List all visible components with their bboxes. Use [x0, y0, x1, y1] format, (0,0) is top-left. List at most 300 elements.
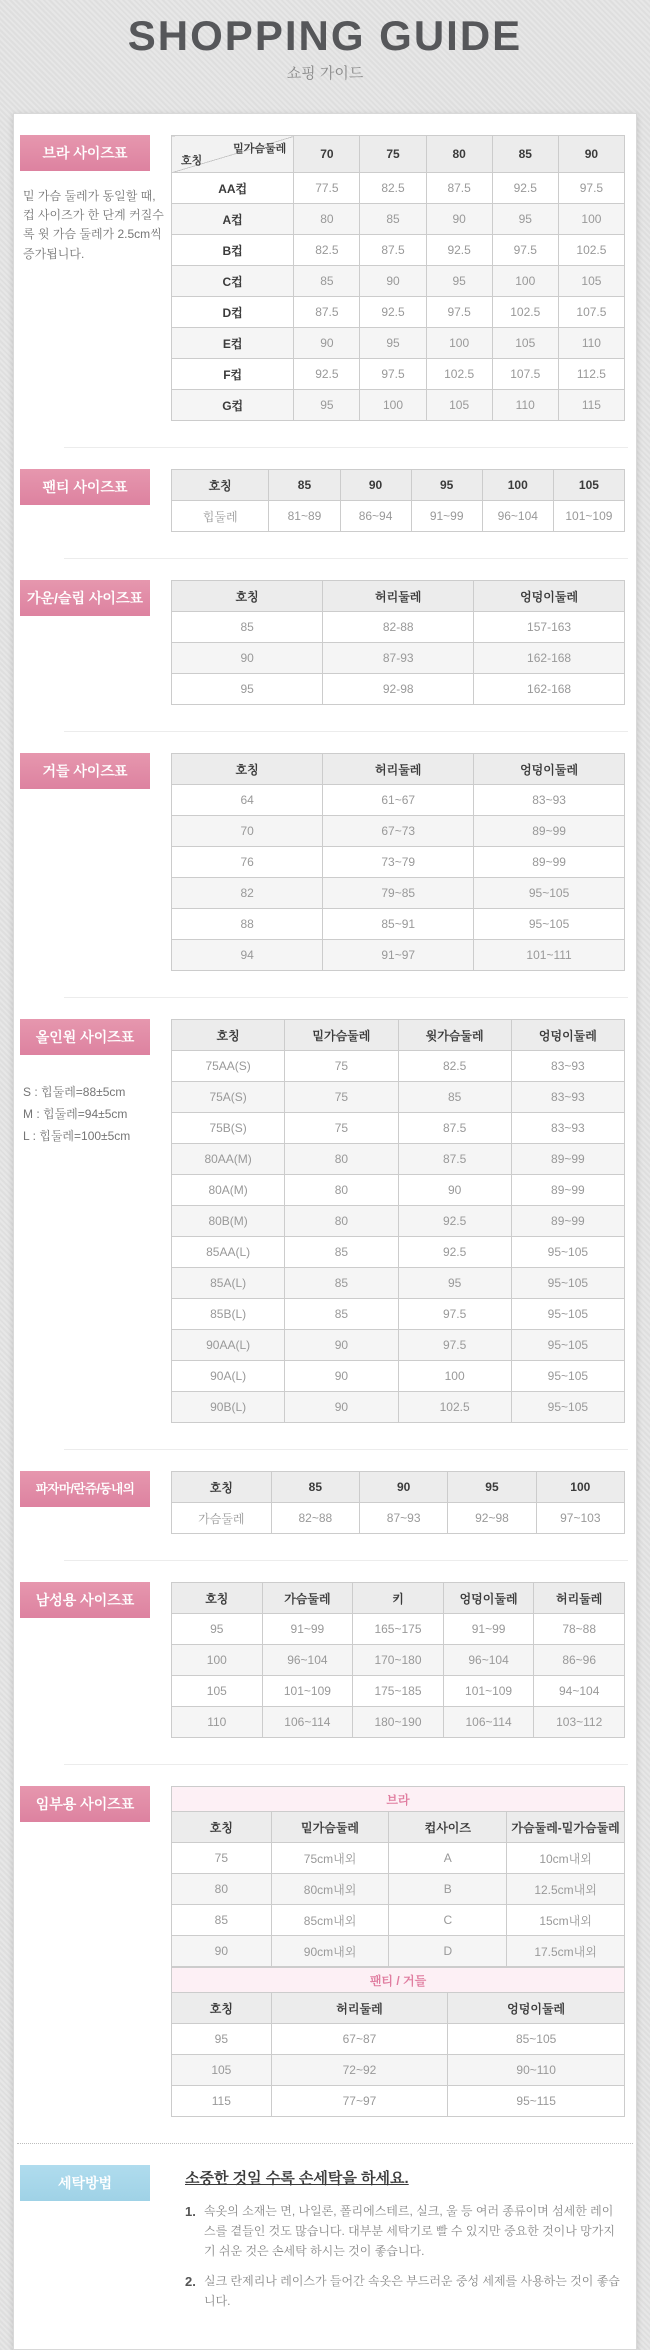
table-header-cell: 90	[359, 1472, 447, 1503]
table-cell: 92.5	[398, 1237, 511, 1268]
table-cell: 85	[285, 1237, 398, 1268]
table-cell: 92.5	[294, 359, 360, 390]
table-cell: 90B(L)	[172, 1392, 285, 1423]
size-table	[171, 1471, 625, 1534]
table-header-cell: 엉덩이둘레	[448, 1993, 625, 2024]
girdle-table-area	[171, 753, 626, 971]
size-table	[171, 1582, 625, 1738]
table-header-cell: 밑가슴둘레	[285, 1020, 398, 1051]
bra-table-area	[171, 135, 626, 421]
table-header-cell: 75	[360, 136, 426, 173]
table-header-cell: 가슴둘레-밑가슴둘레	[507, 1812, 625, 1843]
table-cell: 97.5	[398, 1299, 511, 1330]
table-cell: 85A(L)	[172, 1268, 285, 1299]
all-in-one-note-s: S : 힙둘레=88±5cm	[23, 1085, 126, 1099]
table-cell: 101~109	[443, 1676, 534, 1707]
table-cell: 89~99	[511, 1175, 624, 1206]
table-row	[172, 754, 625, 785]
table-row	[172, 297, 625, 328]
bra-size-table	[171, 135, 625, 421]
table-cell: 12.5cm내외	[507, 1874, 625, 1905]
table-header-cell: 85	[269, 470, 340, 501]
maternity-table-area	[171, 1786, 626, 2117]
table-header-cell: 호칭	[172, 1583, 263, 1614]
table-cell: 90	[285, 1330, 398, 1361]
corner-top-label: 밑가슴둘레	[233, 143, 287, 155]
table-cell: 85~91	[323, 909, 474, 940]
gown-table-area	[171, 580, 626, 705]
table-cell: 107.5	[492, 359, 558, 390]
table-cell: 95	[172, 2024, 272, 2055]
table-cell: 75	[285, 1082, 398, 1113]
table-cell: 86~96	[534, 1645, 625, 1676]
table-cell: 95~105	[511, 1392, 624, 1423]
table-header-cell: 호칭	[172, 1812, 272, 1843]
table-row-header: D컵	[172, 297, 294, 328]
table-cell: 90AA(L)	[172, 1330, 285, 1361]
table-cell: 81~89	[269, 501, 340, 532]
table-cell: B	[389, 1874, 507, 1905]
table-cell: 77.5	[294, 173, 360, 204]
table-cell: 82.5	[398, 1051, 511, 1082]
washing-item-2	[185, 2272, 620, 2312]
washing-item-1	[185, 2202, 620, 2261]
page-subtitle: 쇼핑 가이드	[286, 65, 364, 83]
washing-heading: 소중한 것일 수록 손세탁을 하세요.	[185, 2170, 409, 2187]
table-cell: 112.5	[558, 359, 624, 390]
table-cell: 105	[172, 1676, 263, 1707]
table-cell: 115	[172, 2086, 272, 2117]
table-cell: 64	[172, 785, 323, 816]
table-cell: 102.5	[398, 1392, 511, 1423]
table-header-cell: 엉덩이둘레	[474, 754, 625, 785]
table-cell: 100	[172, 1645, 263, 1676]
table-cell: 75B(S)	[172, 1113, 285, 1144]
table-header-cell: 허리둘레	[534, 1583, 625, 1614]
table-cell: 77~97	[271, 2086, 448, 2117]
section-bra-side	[17, 135, 171, 421]
table-cell: 92.5	[426, 235, 492, 266]
section-label-bra: 브라 사이즈표	[20, 135, 150, 171]
table-header-cell: 엉덩이둘레	[443, 1583, 534, 1614]
page-title: SHOPPING GUIDE	[127, 12, 523, 59]
table-row	[172, 1082, 625, 1113]
table-cell: 95	[172, 1614, 263, 1645]
table-row	[172, 2055, 625, 2086]
table-cell: 102.5	[492, 297, 558, 328]
table-row	[172, 1392, 625, 1423]
table-header-cell: 윗가슴둘레	[398, 1020, 511, 1051]
table-row	[172, 581, 625, 612]
page-header	[0, 0, 650, 113]
size-table	[171, 580, 625, 705]
table-cell: 89~99	[511, 1206, 624, 1237]
table-cell: 90	[172, 643, 323, 674]
table-cell: 87~93	[359, 1503, 447, 1534]
section-label-all-in-one: 올인원 사이즈표	[20, 1019, 150, 1055]
table-cell: 80cm내외	[271, 1874, 389, 1905]
panty-size-table	[171, 469, 625, 532]
table-row	[172, 1905, 625, 1936]
table-row-header: C컵	[172, 266, 294, 297]
table-row	[172, 235, 625, 266]
table-cell: 91~97	[323, 940, 474, 971]
table-row	[172, 2086, 625, 2117]
table-row	[172, 1614, 625, 1645]
section-girdle	[14, 732, 636, 997]
table-cell: 90	[398, 1175, 511, 1206]
table-header-cell: 100	[536, 1472, 624, 1503]
section-pajama-side	[17, 1471, 171, 1534]
table-row	[172, 328, 625, 359]
pajama-table-area	[171, 1471, 626, 1534]
table-corner-cell	[172, 136, 294, 173]
section-label-washing: 세탁방법	[20, 2165, 150, 2201]
all-in-one-note-m: M : 힙둘레=94±5cm	[23, 1107, 128, 1122]
table-cell: 67~73	[323, 816, 474, 847]
table-cell: 90	[360, 266, 426, 297]
table-header-cell: 호칭	[172, 1472, 272, 1503]
table-cell: 80	[285, 1175, 398, 1206]
table-cell: 88	[172, 909, 323, 940]
table-cell: 95	[294, 390, 360, 421]
table-header-cell: 85	[271, 1472, 359, 1503]
table-cell: 90	[294, 328, 360, 359]
table-row	[172, 940, 625, 971]
table-row	[172, 1503, 625, 1534]
table-header-cell: 엉덩이둘레	[511, 1020, 624, 1051]
table-header-cell: 엉덩이둘레	[474, 581, 625, 612]
table-cell: 90cm내외	[271, 1936, 389, 1967]
section-mens-side	[17, 1582, 171, 1738]
table-cell: 힙둘레	[172, 501, 269, 532]
table-cell: 101~109	[262, 1676, 353, 1707]
table-cell: 105	[426, 390, 492, 421]
bra-note: 밑 가슴 둘레가 동일할 때, 컵 사이즈가 한 단계 커질수록 윗 가슴 둘레가 2.5cm씩 증가됩니다.	[23, 189, 164, 261]
table-row	[172, 1874, 625, 1905]
table-cell: 100	[492, 266, 558, 297]
panty-table-area	[171, 469, 626, 532]
table-row	[172, 1361, 625, 1392]
table-cell: 17.5cm내외	[507, 1936, 625, 1967]
table-row	[172, 1936, 625, 1967]
table-row	[172, 878, 625, 909]
table-cell: 87.5	[426, 173, 492, 204]
girdle-size-table	[171, 753, 625, 971]
table-cell: 106~114	[443, 1707, 534, 1738]
table-header-cell: 호칭	[172, 581, 323, 612]
table-row	[172, 1175, 625, 1206]
table-cell: 85	[360, 204, 426, 235]
size-table	[171, 135, 625, 421]
table-cell: 91~99	[411, 501, 482, 532]
table-row-header: G컵	[172, 390, 294, 421]
table-cell: 89~99	[474, 847, 625, 878]
section-label-girdle: 거들 사이즈표	[20, 753, 150, 789]
table-cell: 105	[558, 266, 624, 297]
table-header-cell: 95	[448, 1472, 536, 1503]
table-row	[172, 1583, 625, 1614]
table-cell: 92.5	[398, 1206, 511, 1237]
table-row	[172, 1051, 625, 1082]
table-row	[172, 643, 625, 674]
table-cell: 87.5	[398, 1113, 511, 1144]
table-cell: 92~98	[448, 1503, 536, 1534]
table-cell: 73~79	[323, 847, 474, 878]
table-row-header: A컵	[172, 204, 294, 235]
table-cell: 75	[285, 1113, 398, 1144]
table-header-cell: 90	[340, 470, 411, 501]
section-label-mens: 남성용 사이즈표	[20, 1582, 150, 1618]
table-cell: 95	[426, 266, 492, 297]
table-header-cell: 70	[294, 136, 360, 173]
table-cell: 95~105	[511, 1330, 624, 1361]
size-table	[171, 469, 625, 532]
table-cell: 85~105	[448, 2024, 625, 2055]
table-cell: 91~99	[443, 1614, 534, 1645]
table-cell: 83~93	[474, 785, 625, 816]
table-header-cell: 호칭	[172, 1020, 285, 1051]
table-cell: 110	[492, 390, 558, 421]
table-row	[172, 1707, 625, 1738]
table-cell: 85	[285, 1299, 398, 1330]
section-pajama	[14, 1450, 636, 1560]
table-header-cell: 밑가슴둘레	[271, 1812, 389, 1843]
table-cell: 180~190	[353, 1707, 444, 1738]
section-washing-side	[17, 2165, 171, 2323]
table-header-cell: 허리둘레	[323, 581, 474, 612]
table-cell: 97.5	[360, 359, 426, 390]
table-row	[172, 1330, 625, 1361]
table-cell: 85cm내외	[271, 1905, 389, 1936]
table-row	[172, 1993, 625, 2024]
table-cell: 92-98	[323, 674, 474, 705]
table-row	[172, 1113, 625, 1144]
table-cell: 86~94	[340, 501, 411, 532]
section-label-pajama: 파자마/란쥬/동내의	[20, 1471, 150, 1507]
table-cell: 가슴둘레	[172, 1503, 272, 1534]
table-cell: 95~105	[474, 878, 625, 909]
table-row	[172, 1020, 625, 1051]
table-cell: 115	[558, 390, 624, 421]
table-cell: 97~103	[536, 1503, 624, 1534]
section-maternity-side	[17, 1786, 171, 2117]
table-cell: 75	[172, 1843, 272, 1874]
table-cell: 162-168	[474, 674, 625, 705]
table-cell: 85	[398, 1082, 511, 1113]
table-cell: 95	[360, 328, 426, 359]
table-cell: 89~99	[511, 1144, 624, 1175]
table-row	[172, 2024, 625, 2055]
table-cell: 82~88	[271, 1503, 359, 1534]
table-cell: 162-168	[474, 643, 625, 674]
table-row	[172, 1787, 625, 1812]
maternity-panty-girdle-size-table	[171, 1967, 625, 2117]
table-cell: 95~115	[448, 2086, 625, 2117]
table-cell: 95~105	[511, 1361, 624, 1392]
table-cell: 90	[172, 1936, 272, 1967]
table-row	[172, 1812, 625, 1843]
table-row	[172, 1237, 625, 1268]
table-cell: 96~104	[443, 1645, 534, 1676]
table-row	[172, 612, 625, 643]
table-cell: 82.5	[294, 235, 360, 266]
table-row	[172, 470, 625, 501]
table-row-header: B컵	[172, 235, 294, 266]
table-cell: 95	[172, 674, 323, 705]
section-gown-side	[17, 580, 171, 705]
table-cell: 101~111	[474, 940, 625, 971]
table-cell: 82.5	[360, 173, 426, 204]
table-row	[172, 1843, 625, 1874]
table-cell: 95~105	[474, 909, 625, 940]
table-row	[172, 1299, 625, 1330]
table-row	[172, 1968, 625, 1993]
table-cell: C	[389, 1905, 507, 1936]
table-cell: 157-163	[474, 612, 625, 643]
gown-slip-size-table	[171, 580, 625, 705]
table-header-cell: 허리둘레	[271, 1993, 448, 2024]
table-cell: 75cm내외	[271, 1843, 389, 1874]
table-row	[172, 674, 625, 705]
table-header-cell: 80	[426, 136, 492, 173]
table-cell: 61~67	[323, 785, 474, 816]
table-cell: 75	[285, 1051, 398, 1082]
table-cell: 67~87	[271, 2024, 448, 2055]
table-cell: 100	[426, 328, 492, 359]
table-cell: 95~105	[511, 1237, 624, 1268]
washing-item-2-number: 2.	[185, 2274, 196, 2290]
table-cell: 72~92	[271, 2055, 448, 2086]
table-cell: 10cm내외	[507, 1843, 625, 1874]
table-cell: 87-93	[323, 643, 474, 674]
table-header-cell: 키	[353, 1583, 444, 1614]
table-cell: 80	[285, 1206, 398, 1237]
table-cell: 87.5	[294, 297, 360, 328]
size-table	[171, 1786, 625, 1967]
table-cell: 100	[398, 1361, 511, 1392]
table-cell: 79~85	[323, 878, 474, 909]
table-row-header: E컵	[172, 328, 294, 359]
table-cell: 85AA(L)	[172, 1237, 285, 1268]
table-row	[172, 1645, 625, 1676]
mens-size-table	[171, 1582, 625, 1738]
all-in-one-size-table	[171, 1019, 625, 1423]
table-cell: 175~185	[353, 1676, 444, 1707]
washing-item-1-text: 속옷의 소재는 면, 나일론, 폴리에스테르, 실크, 울 등 여러 종류이며 섬세한 레이스를 곁들인 것도 많습니다. 대부분 세탁기로 빨 수 있지만 중요한 것이나 망가지기 쉬운 것은 손세탁 하시는 것이 좋습니다.	[204, 2204, 615, 2258]
table-cell: 92.5	[492, 173, 558, 204]
section-label-gown-slip: 가운/슬립 사이즈표	[20, 580, 150, 616]
mens-table-area	[171, 1582, 626, 1738]
section-label-maternity: 임부용 사이즈표	[20, 1786, 150, 1822]
table-cell: 85	[172, 612, 323, 643]
table-cell: 80	[294, 204, 360, 235]
section-panty-side	[17, 469, 171, 532]
table-cell: 80	[172, 1874, 272, 1905]
table-row	[172, 501, 625, 532]
table-cell: 85	[285, 1268, 398, 1299]
table-cell: 90~110	[448, 2055, 625, 2086]
washing-instructions	[185, 2202, 620, 2312]
table-row	[172, 909, 625, 940]
table-row	[172, 816, 625, 847]
table-cell: 105	[492, 328, 558, 359]
table-cell: 89~99	[474, 816, 625, 847]
table-cell: 110	[558, 328, 624, 359]
table-row-header: AA컵	[172, 173, 294, 204]
section-label-panty: 팬티 사이즈표	[20, 469, 150, 505]
section-all-in-one	[14, 998, 636, 1449]
table-cell: 90	[426, 204, 492, 235]
table-cell: 82-88	[323, 612, 474, 643]
table-cell: 82	[172, 878, 323, 909]
table-row	[172, 390, 625, 421]
table-cell: 97.5	[492, 235, 558, 266]
table-cell: 75AA(S)	[172, 1051, 285, 1082]
table-cell: D	[389, 1936, 507, 1967]
table-cell: 96~104	[482, 501, 553, 532]
table-header-cell: 호칭	[172, 470, 269, 501]
table-cell: 78~88	[534, 1614, 625, 1645]
table-row	[172, 785, 625, 816]
table-cell: 102.5	[426, 359, 492, 390]
table-cell: 165~175	[353, 1614, 444, 1645]
table-cell: 70	[172, 816, 323, 847]
table-cell: 101~109	[553, 501, 624, 532]
all-in-one-note-l: L : 힙둘레=100±5cm	[23, 1129, 131, 1144]
table-row	[172, 1268, 625, 1299]
table-header-cell: 95	[411, 470, 482, 501]
table-band-label: 팬티 / 거들	[172, 1968, 625, 1993]
table-header-cell: 105	[553, 470, 624, 501]
size-table	[171, 1019, 625, 1423]
table-row	[172, 1206, 625, 1237]
table-cell: 92.5	[360, 297, 426, 328]
washing-content	[171, 2165, 626, 2323]
table-row	[172, 204, 625, 235]
table-row-header: F컵	[172, 359, 294, 390]
table-cell: 95~105	[511, 1299, 624, 1330]
table-cell: 83~93	[511, 1082, 624, 1113]
table-cell: 83~93	[511, 1113, 624, 1144]
all-in-one-notes	[23, 1081, 167, 1148]
table-header-cell: 100	[482, 470, 553, 501]
table-cell: 90A(L)	[172, 1361, 285, 1392]
table-header-cell: 허리둘레	[323, 754, 474, 785]
table-cell: 95	[492, 204, 558, 235]
table-cell: 76	[172, 847, 323, 878]
section-panty	[14, 448, 636, 558]
pajama-size-table	[171, 1471, 625, 1534]
table-cell: 85	[172, 1905, 272, 1936]
all-in-one-table-area	[171, 1019, 626, 1423]
section-bra	[14, 114, 636, 447]
section-mens	[14, 1561, 636, 1764]
table-row	[172, 173, 625, 204]
table-header-cell: 가슴둘레	[262, 1583, 353, 1614]
size-table	[171, 753, 625, 971]
table-cell: 15cm내외	[507, 1905, 625, 1936]
section-all-in-one-side	[17, 1019, 171, 1423]
maternity-bra-size-table	[171, 1786, 625, 1967]
table-header-cell: 90	[558, 136, 624, 173]
table-cell: 110	[172, 1707, 263, 1738]
table-cell: 95	[398, 1268, 511, 1299]
table-row	[172, 847, 625, 878]
table-cell: 100	[558, 204, 624, 235]
table-row	[172, 1144, 625, 1175]
table-row	[172, 1676, 625, 1707]
